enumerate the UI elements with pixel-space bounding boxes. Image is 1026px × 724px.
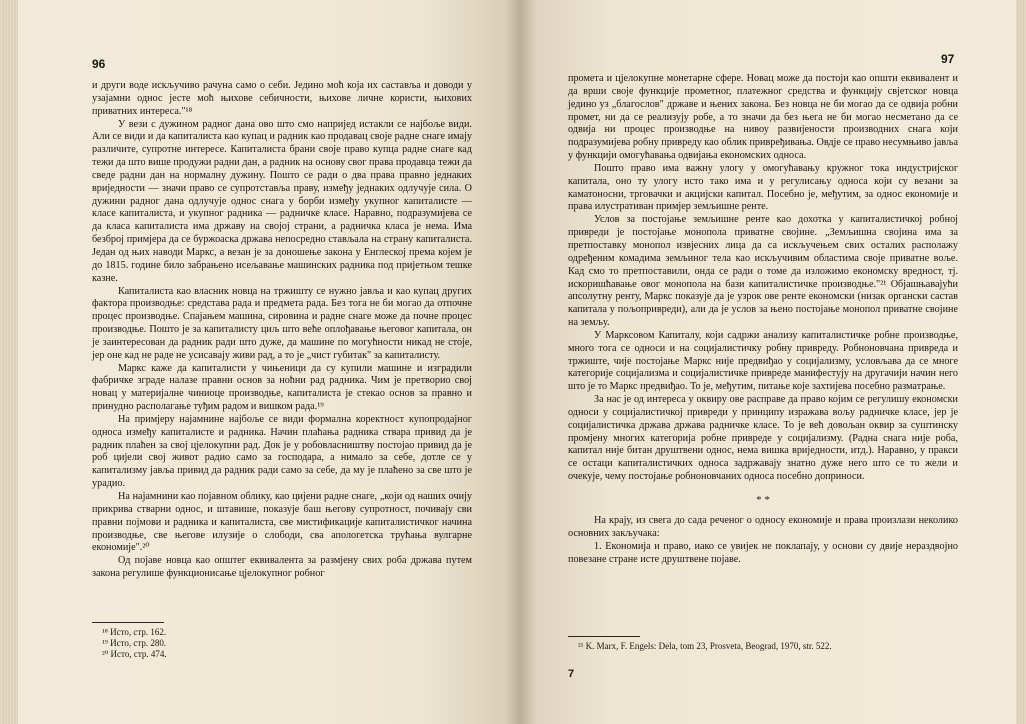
- section-separator: * *: [756, 494, 770, 506]
- page-edge-left: [0, 0, 18, 724]
- paragraph: Од појаве новца као општег еквивалента за размјену свих роба држава путем закона регулише функционисање цјелокупног робног: [92, 555, 472, 580]
- page-number-left: 96: [92, 57, 106, 71]
- paragraph: Услов за постојање земљишне ренте као дохотка у капиталистичкој робној привреди је постојање монопола приватне својине. „Земљишна својина има за претпоставку монопол извјесних лица да са искључењем свих осталих располажу одређеним комадима земљиног тела као искључивим областима своје приватне воље. Кад смо то претпоставили, онда се ради о томе да изложимо економску вредност, тј. искоришћавање овог монопола на бази капиталистичке производње."²¹ Објашњавајући апсолутну ренту, Маркс показује да је узрок ове ренте економски (низак органски састав капитала у пољопривреди), али да је услов за њено постојање монопол приватне својине на земљу.: [568, 214, 958, 329]
- paragraph: У вези с дужином радног дана ово што смо напријед истакли се најбоље види. Али се види и да капиталиста као купац и радник као продавац своје радне снаге имају различите, супротне интересе. Капиталиста брани своје право купца радне снаге кад тежи да што више продужи радни дан, а радник на основу свог права продавца тежи да сведе радни дан на нормалну дужину. Пошто се ради о два права правно једнаких вриједности — значи право се супротставља праву, између једнаких одлучује сила. О дужини радног дана одлучује однос снага у борби између укупног капиталисте — класе капиталиста, и укупног радника — радничке класе. Наравно, подразумијева се да класа капиталиста има државу на својој страни, а радничка класа је нема. Има безброј примјера да се буржоаска држава непосредно стављала на страну капиталиста. Један од њих наводи Маркс, а везан је за доношење закона у Енглеској према којем је до 1815. године било забрањено исељавање машинских радника под пријетњом тешке казне.: [92, 118, 472, 284]
- paragraph: Капиталиста као власник новца на тржишту се нужно јавља и као купац других фактора производње: средстава рада и предмета рада. Без тога не би могао да отпочне процес производње. Спајањем машина, сировина и радне снаге може да почне процес производње. Пошто је за капиталисту циљ што веће оплођавање његовог капитала, он је заинтересован да радник ради што дуже, да машине по могућности никад не стоје, јер оне кад не раде не усисавају живи рад, а то је „чист губитак" за капиталисту.: [92, 285, 472, 361]
- paragraph: На најамнини као појавном облику, као цијени радне снаге, „који од наших очију прикрива стварни однос, и штавише, показује баш његову супротност, почивају сви правни појмови и радника и капиталиста, све мистификације капиталистичког начина производње, све његове илузије о слободи, сва апологетска трућања вулгарне економије".²⁰: [92, 491, 472, 554]
- paragraph: На примјеру најамнине најбоље се види формална коректност купопродајног односа између капиталисте и радника. Начин плаћања радника ствара привид да је радник плаћен за свој цјелокупни рад. Док је у робовласништву постојао привид да је роб цијели свој живот радио само за господара, а нимало за себе, дотле се у капитализму јавља привид да радник ради само за себе, да му је плаћено за све што је урадио.: [92, 413, 472, 490]
- footnote: ¹⁸ Исто, стр. 162.: [102, 627, 167, 637]
- left-footnotes: [92, 622, 472, 660]
- footnote: ²⁰ Исто, стр. 474.: [102, 649, 167, 659]
- right-page-text: [568, 73, 958, 566]
- paragraph: 1. Економија и право, иако се увијек не поклапају, у основи су двије нераздвојно повезане стране исте друштвене појаве.: [568, 540, 958, 565]
- signature-mark: 7: [568, 668, 575, 680]
- footnote-rule: [568, 636, 640, 637]
- paragraph: и други воде искључиво рачуна само о себи. Једино моћ која их састављa и доводи у узајамни однос јесте моћ њихове себичности, њихове личне користи, њихових приватних интереса."¹⁸: [92, 80, 472, 117]
- paragraph: За нас је од интереса у оквиру ове расправе да право којим се регулишу економски односи у социјалистичкој привреди у принципу изражава вољу радничке класе, јер је социјалистичка држава држава радничке класе. То је већ довољан оквир за суштинску промјену многих категорија робне привреде у социјализму. (Радна снага није роба, капитал није битан друштвени однос, нема вишка вриједности, итд.). Наравно, у пракси се остаци капиталистичких односа задржавају знатно дуже него што се то жели и очекује, чему постојање робноновчаних односа посебно доприноси.: [568, 394, 958, 483]
- paragraph: Маркс каже да капиталисти у чињеници да су купили машине и изградили фабричке зграде налазе правни основ за ноћни рад радника. Чим је претворио свој новац у материјалне чиниоце производње, капиталиста је стекао основ за правно и принудно располагање туђим радом и вишком рада.¹⁹: [92, 362, 472, 413]
- page-number-right: 97: [941, 52, 955, 66]
- footnote-rule: [92, 622, 164, 623]
- left-page-text: [92, 80, 472, 581]
- footnote: ¹⁹ Исто, стр. 280.: [102, 638, 167, 648]
- footnote: ²¹ K. Marx, F. Engels: Dela, tom 23, Prosveta, Beograd, 1970, str. 522.: [578, 641, 832, 651]
- paragraph: У Марксовом Капиталу, који садржи анализу капиталистичке робне производње, много тога се односи и на социјалистичку робну привреду. Робноновчана привреда и тржиште, чије постојање Маркс није предвиђао у социјализму, условљава да се многе категорије социјализма и социјалистичке привреде манифестују на другачији начин него што је то Маркс предвиђао. То је, међутим, питање које захтијева посебно разматрање.: [568, 329, 958, 393]
- paragraph: На крају, из свега до сада реченог о односу економије и права произлази неколико основних закључака:: [568, 515, 958, 539]
- paragraph: промета и цјелокупне монетарне сфере. Новац може да постоји као општи еквивалент и да врши своје функције прометног, платежног средства и функцију свјетског новца једино уз „благослов" државе и њених закона. Без новца не би могао да се одвија робни промет, ни да се реализују робе, а то значи да без њега не би могао несметано да се одвија ни процес производње на нивоу развијености производних снага који подразумијева робну привреду као облик привређивања. Овдје се право несумњиво јавља у функцији омогућавања одвијања економских односа.: [568, 73, 958, 162]
- right-footnotes: [568, 636, 958, 652]
- paragraph: Пошто право има важну улогу у омогућавању кружног тока индустријског капитала, оно ту улогу исто тако има и у регулисању односа који су везани за каматоносни, трговачки и акцијски капитал. Посебно је, међутим, за однос економије и права илустративан примјер земљишне ренте.: [568, 162, 958, 213]
- right-page: [521, 0, 1026, 724]
- page-edge-right: [1016, 0, 1026, 724]
